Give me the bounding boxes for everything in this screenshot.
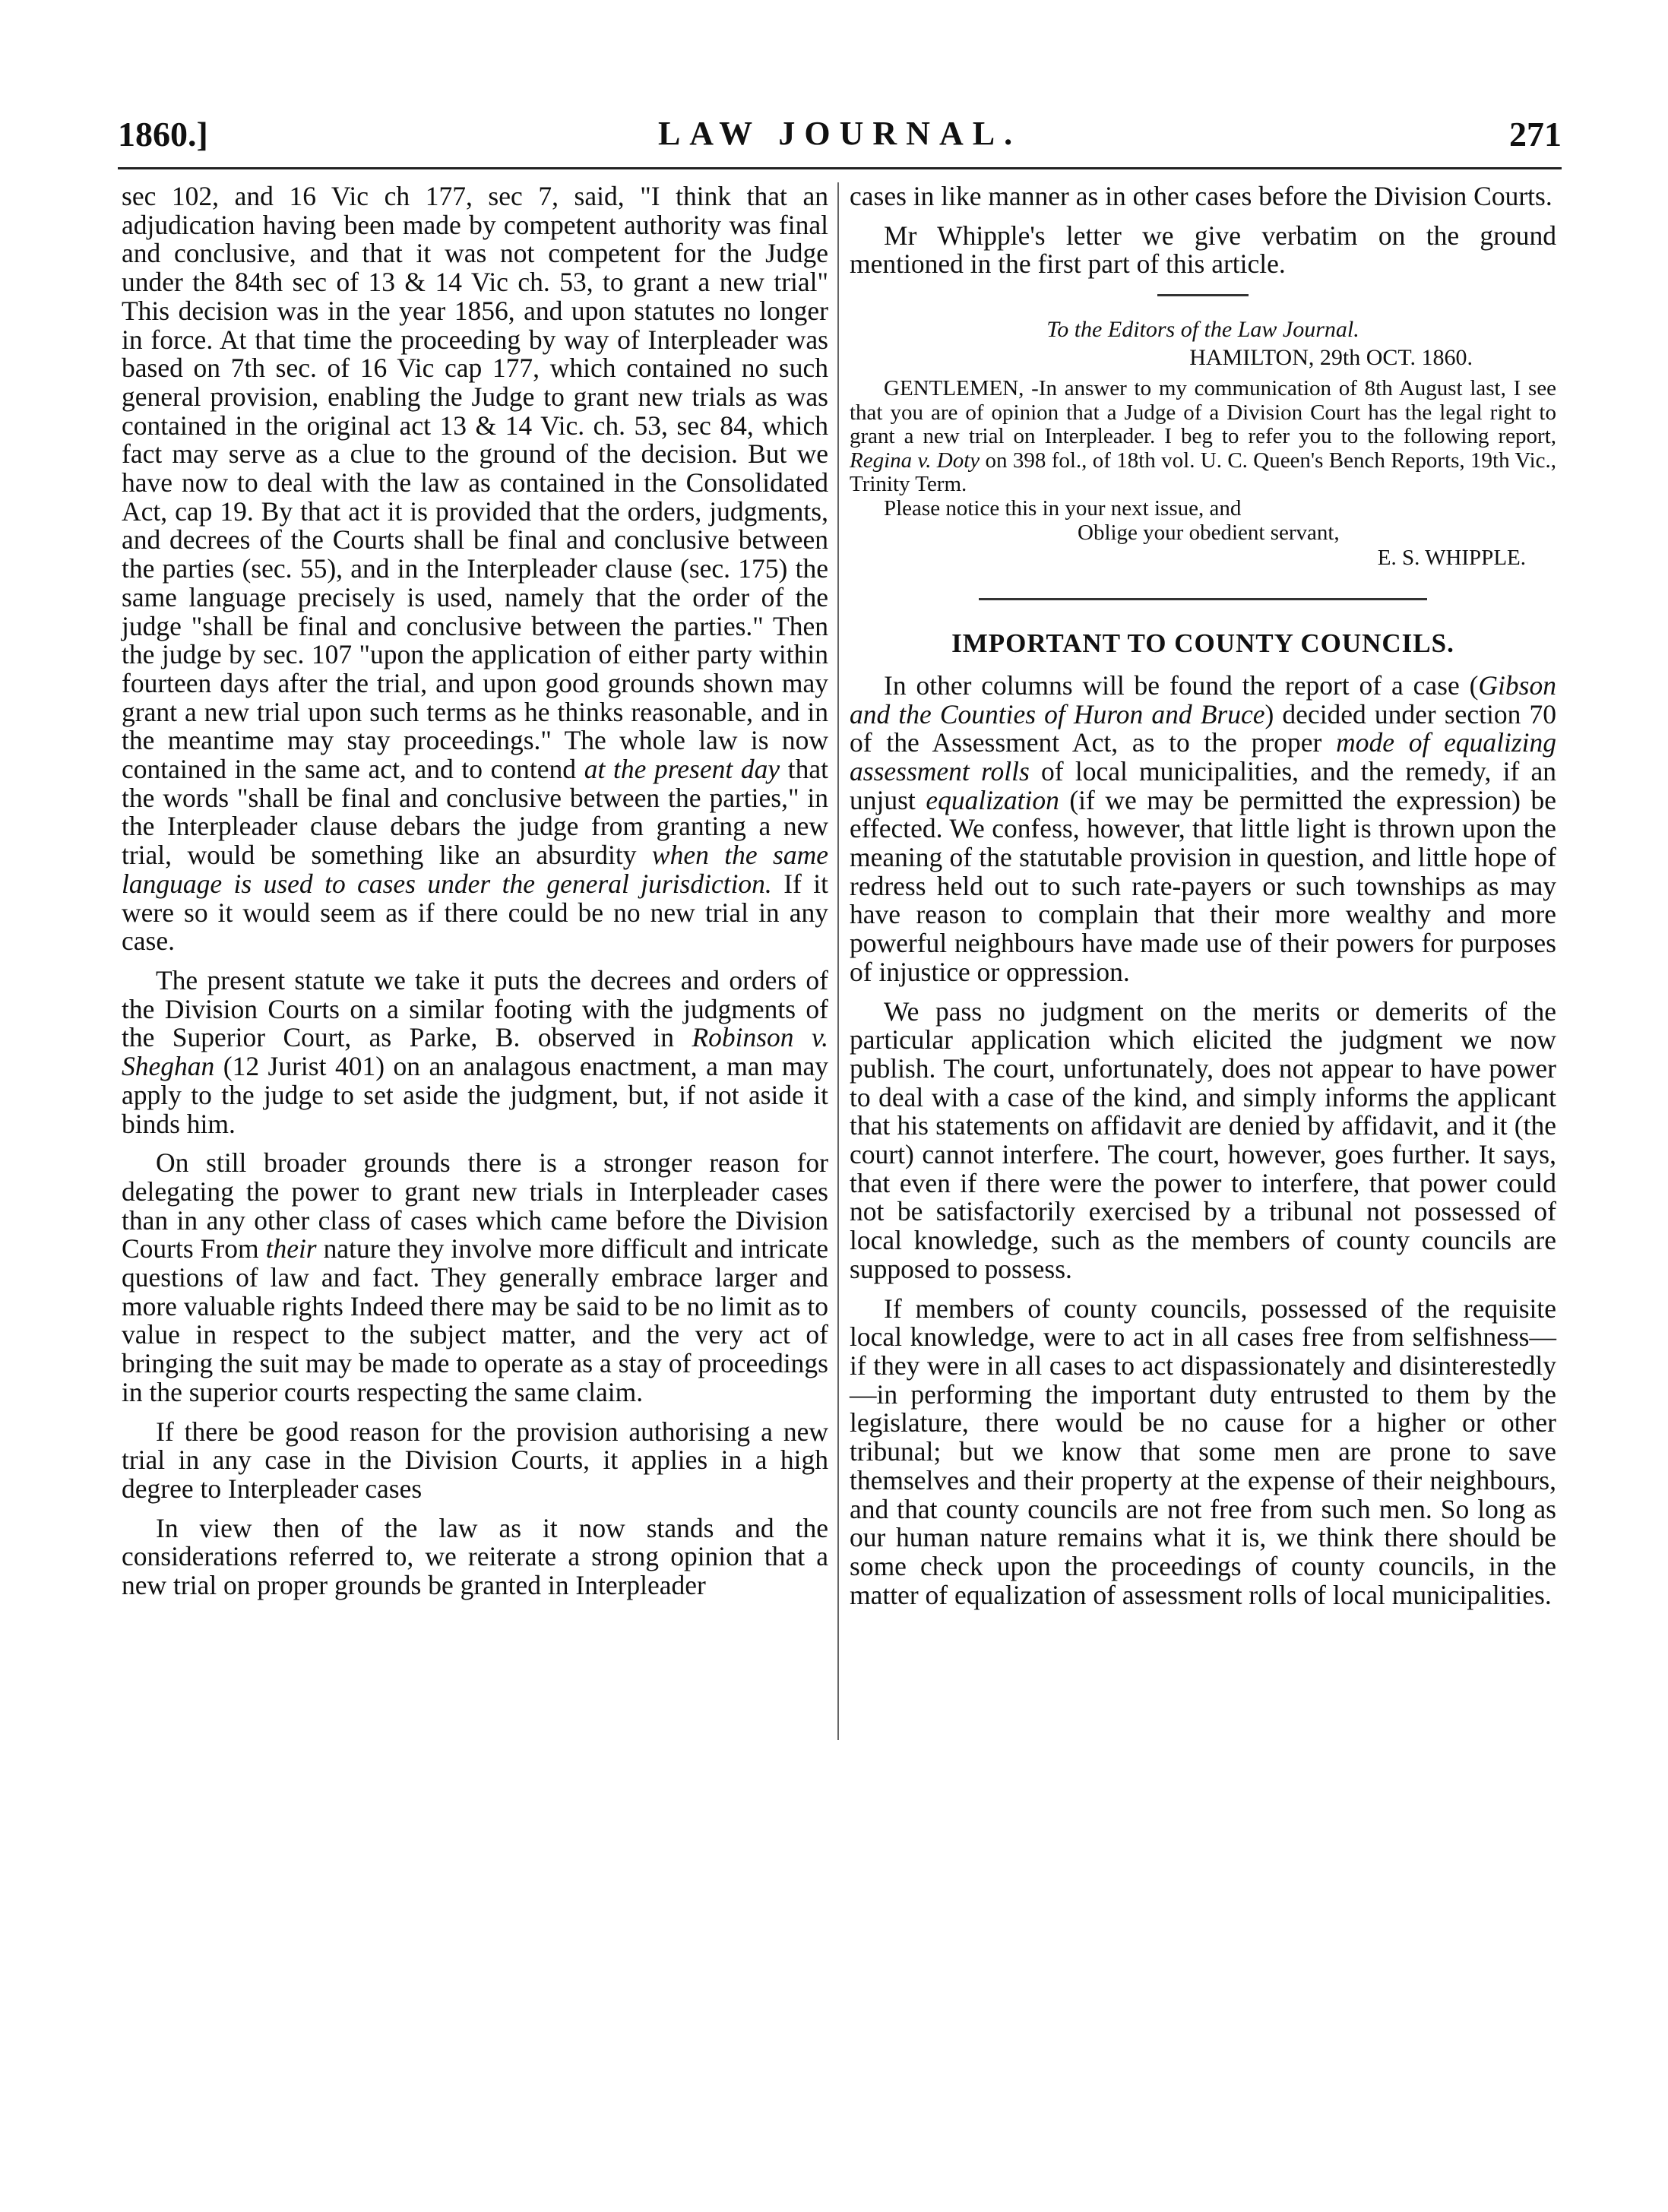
left-column <box>122 182 828 1611</box>
letter-place-date: HAMILTON, 29th OCT. 1860. <box>1189 345 1473 371</box>
header-rule <box>118 167 1562 169</box>
text-run: GENTLEMEN, -In answer to my communication of 8th August last, I see that you are of opinion that a Judge of a Division Court has the legal right to grant a new trial on Interpleader. I beg to refer you to the following report, <box>850 376 1556 449</box>
left-paragraph-2 <box>122 964 829 1139</box>
letter-salutation: To the Editors of the Law Journal. <box>1046 317 1359 343</box>
right-paragraph-whipple: Mr Whipple's letter we give verbatim on the ground mentioned in the first part of this article. <box>850 220 1556 280</box>
text-run: The present statute we take it puts the decrees and orders of the Division Courts on a similar footing with the judgments of the Superior Court, as Parke, B. observed in <box>122 964 828 1053</box>
letter-paragraph-1 <box>850 377 1556 497</box>
italic-run: equalization <box>926 784 1059 815</box>
letter-signature: E. S. WHIPPLE. <box>1377 546 1526 571</box>
article-paragraph-1 <box>850 669 1557 987</box>
header-year: 1860.] <box>118 115 208 153</box>
text-run: (if we may be permitted the expression) be effected. We confess, however, that little light is thrown upon the meaning of the statutable provision in question, and little hope of redress held out to such rate-payers or such townships as may have reason to complain that their more wealthy and more powerful neighbours have made use of their powers for purposes of injustice or oppression. <box>850 784 1557 987</box>
left-paragraph-5: In view then of the law as it now stands and the considerations referred to, we reiterate a strong opinion that a new trial on proper grounds be granted in Interpleader <box>122 1512 828 1601</box>
italic-run: at the present day <box>584 754 780 785</box>
text-run: On still broader grounds there is a stronger reason for delegating the power to grant new trials in Interpleader cases than in any other class of cases which came before the Division Courts From <box>122 1147 828 1264</box>
left-paragraph-4: If there be good reason for the provision authorising a new trial in any case in the Division Courts, it applies in a high degree to Interpleader cases <box>122 1416 828 1504</box>
page-header <box>118 114 1562 160</box>
italic-run: mode of equalizing assessment rolls <box>850 727 1557 786</box>
letter-closing: Oblige your obedient servant, <box>1078 521 1340 546</box>
left-paragraph-3 <box>122 1149 828 1407</box>
italic-run: their <box>265 1233 317 1264</box>
page-number: 271 <box>1509 115 1562 153</box>
section-rule <box>1157 294 1249 296</box>
case-name: Regina v. Doty <box>850 448 980 473</box>
right-paragraph-continued: cases in like manner as in other cases before the Division Courts. <box>850 181 1552 211</box>
text-run: that the words "shall be final and conclusive between the parties," in the Interpleader clause debars the judge from granting a new trial, would be something like an absurdity <box>122 754 829 871</box>
text-run: nature they involve more difficult and intricate questions of law and fact. They generally embrace larger and more valuable rights Indeed there may be said to be no limit as to value in respect to the subject matter, and the very act of bringing the suit may be made to operate as a stay of proceedings in the superior courts respecting the same claim. <box>122 1233 829 1407</box>
case-name: Robinson v. Sheghan <box>122 1022 828 1082</box>
text-run: ) decided under section 70 of the Assessment Act, as to the proper <box>850 698 1557 758</box>
article-rule <box>979 598 1427 600</box>
article-title: IMPORTANT TO COUNTY COUNCILS. <box>951 628 1454 659</box>
journal-title: LAW JOURNAL. <box>657 115 1022 152</box>
case-name: Gibson and the Counties of Huron and Bruce <box>850 669 1556 729</box>
text-run: of local municipalities, and the remedy, if an unjust <box>850 755 1556 815</box>
letter-paragraph-2: Please notice this in your next issue, and <box>884 495 1242 521</box>
letter-body <box>850 377 1556 521</box>
letter <box>850 316 1556 571</box>
article-paragraph-3: If members of county councils, possessed of the requisite local knowledge, were to act in all cases free from selfishness—if they were in all cases to act dispassionately and disinterestedly—in performing the important duty entrusted to them by the legislature, there would be no cause for a higher or other tribunal; but we know that some men are prone to save themselves and their property at the expense of their neighbours, and that county councils are not free from such men. So long as our human nature remains what it is, we think there should be some check upon the proceedings of county councils, in the matter of equalization of assessment rolls of local municipalities. <box>850 1293 1556 1610</box>
column-divider <box>837 182 839 1740</box>
text-run: sec 102, and 16 Vic ch 177, sec 7, said, "I think that an adjudication having been made by competent authority was final and conclusive, and that it was not competent for the Judge under the 84th sec of 13 & 14 Vic ch. 53, to grant a new trial" This decision was in the year 1856, and upon statutes no longer in force. At that time the proceeding by way of Interpleader was based on 7th sec. of 16 Vic cap 177, which contained no such general provision, enabling the Judge to grant new trials as was contained in the original act 13 & 14 Vic. ch. 53, sec 84, which fact may serve as a clue to the ground of the decision. But we have now to deal with the law as contained in the Consolidated Act, cap 19. By that act it is provided that the orders, judgments, and decrees of the Courts shall be final and conclusive between the parties (sec. 55), and in the Interpleader clause (sec. 175) the same language precisely is used, namely that the order of the judge "shall be final and conclusive between the parties." Then the judge by sec. 107 "upon the application of either party within fourteen days after the trial, and upon good grounds shown may grant a new trial upon such terms as he thinks reasonable, and in the meantime may stay proceedings." The whole law is now contained in the same act, and to contend <box>122 181 828 785</box>
right-column <box>850 182 1556 1620</box>
text-run: In other columns will be found the report of a case ( <box>884 669 1479 701</box>
text-run: (12 Jurist 401) on an analagous enactment, a man may apply to the judge to set aside the judgment, but, if not aside it binds him. <box>122 1051 829 1139</box>
text-run: If it were so it would seem as if there could be no new trial in any case. <box>122 868 828 957</box>
article-paragraph-2: We pass no judgment on the merits or demerits of the particular application which elicited the judgment we now publish. The court, unfortunately, does not appear to have power to deal with a case of the kind, and simply informs the applicant that his statements on affidavit are denied by affidavit, and it (the court) cannot interfere. The court, however, goes further. It says, that even if there were the power to interfere, that power could not be satisfactorily exercised by a tribunal not possessed of local knowledge, such as the members of county councils are supposed to possess. <box>850 995 1556 1284</box>
left-paragraph-1 <box>122 182 828 956</box>
italic-run: when the same language is used to cases under the general jurisdiction. <box>122 840 828 899</box>
text-run: on 398 fol., of 18th vol. U. C. Queen's Bench Reports, 19th Vic., Trinity Term. <box>850 448 1557 497</box>
